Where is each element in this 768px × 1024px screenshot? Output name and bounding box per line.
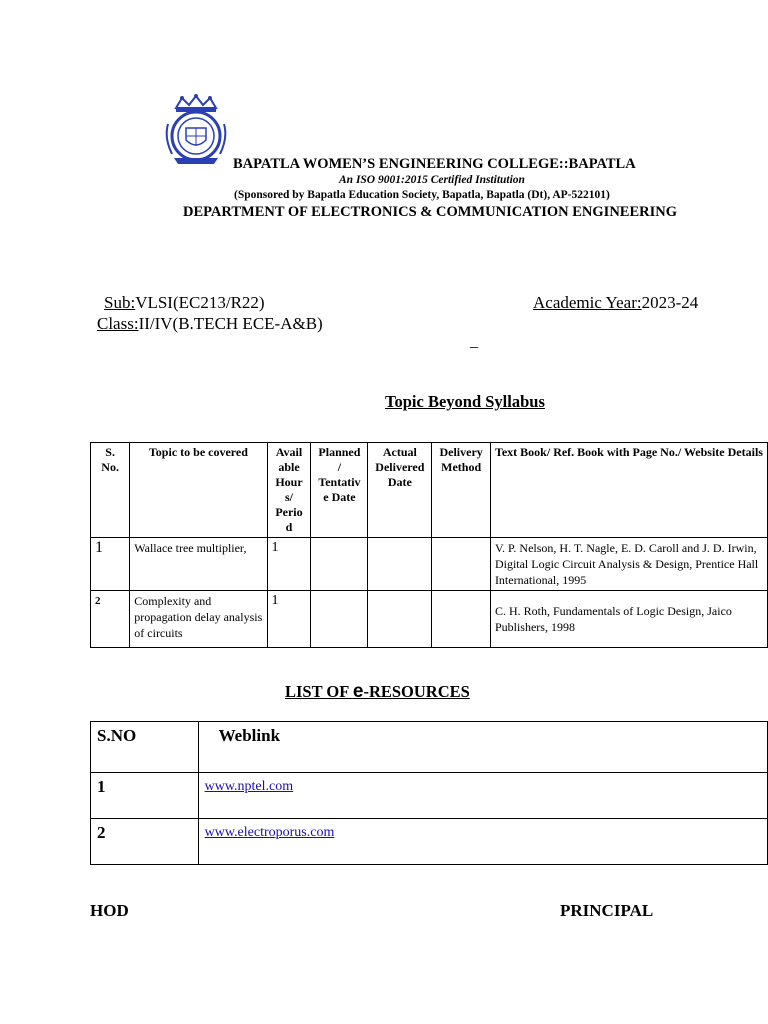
dash-mark: _ <box>470 333 478 350</box>
subject-value: VLSI(EC213/R22) <box>135 293 265 312</box>
header-hours: Avail able Hour s/ Perio d <box>267 443 311 538</box>
row-textbook: C. H. Roth, Fundamentals of Logic Design, Jaico Publishers, 1998 <box>490 591 767 648</box>
row-delivery-method <box>432 591 491 648</box>
eresources-row-sno: 2 <box>91 819 199 865</box>
table-row <box>91 591 768 648</box>
academic-year-line <box>533 293 698 313</box>
header-delivery-method: Delivery Method <box>432 443 491 538</box>
row-planned-date <box>311 538 368 591</box>
row-delivery-method <box>432 538 491 591</box>
row-hours: 1 <box>267 538 311 591</box>
hod-signature-label: HOD <box>90 901 129 920</box>
eresources-table <box>90 721 768 865</box>
topic-table <box>90 442 768 648</box>
table-row <box>91 819 768 865</box>
eresources-title-prefix: LIST OF <box>285 682 353 701</box>
eresources-title-e: e <box>352 681 364 702</box>
sponsor-line: (Sponsored by Bapatla Education Society, Bapatla, Bapatla (Dt), AP-522101) <box>234 189 610 201</box>
header-textbook: Text Book/ Ref. Book with Page No./ Website Details <box>490 443 767 538</box>
iso-certification-line: An ISO 9001:2015 Certified Institution <box>339 174 525 186</box>
class-label: Class: <box>97 314 139 333</box>
eresources-row-link-cell <box>198 819 767 865</box>
row-planned-date <box>311 591 368 648</box>
header-planned-date: Planned / Tentativ e Date <box>311 443 368 538</box>
row-topic: Wallace tree multiplier, <box>130 538 267 591</box>
topic-table-header-row <box>91 443 768 538</box>
college-crest-icon <box>162 94 230 168</box>
topic-beyond-syllabus-title: Topic Beyond Syllabus <box>385 392 545 411</box>
table-row <box>91 538 768 591</box>
subject-label: Sub: <box>104 293 136 312</box>
principal-signature-label: PRINCIPAL <box>560 901 654 920</box>
academic-year-value: 2023-24 <box>641 293 699 312</box>
row-actual-date <box>368 591 432 648</box>
row-textbook: V. P. Nelson, H. T. Nagle, E. D. Caroll and J. D. Irwin, Digital Logic Circuit Analysis & Design, Prentice Hall International, 1995 <box>490 538 767 591</box>
college-name: BAPATLA WOMEN’S ENGINEERING COLLEGE::BAPATLA <box>233 156 636 172</box>
header-topic: Topic to be covered <box>130 443 267 538</box>
row-actual-date <box>368 538 432 591</box>
electroporus-link[interactable]: www.electroporus.com <box>204 825 335 840</box>
eresources-title <box>285 681 470 703</box>
row-topic: Complexity and propagation delay analysis of circuits <box>130 591 267 648</box>
row-hours: 1 <box>267 591 311 648</box>
class-value: II/IV(B.TECH ECE-A&B) <box>138 314 323 333</box>
eresources-header-sno: S.NO <box>91 722 199 773</box>
academic-year-label: Academic Year: <box>533 293 642 312</box>
eresources-header-row <box>91 722 768 773</box>
eresources-row-sno: 1 <box>91 773 199 819</box>
department-name: DEPARTMENT OF ELECTRONICS & COMMUNICATION ENGINEERING <box>183 204 678 220</box>
class-line <box>97 314 323 334</box>
header-actual-date: Actual Delivered Date <box>368 443 432 538</box>
nptel-link[interactable]: www.nptel.com <box>204 779 294 794</box>
row-sno: 1 <box>91 538 130 591</box>
eresources-title-suffix: -RESOURCES <box>363 682 470 701</box>
row-sno: 2 <box>91 591 130 648</box>
table-row <box>91 773 768 819</box>
eresources-row-link-cell <box>198 773 767 819</box>
eresources-header-weblink: Weblink <box>198 722 767 773</box>
header-sno: S. No. <box>91 443 130 538</box>
subject-line <box>104 293 265 313</box>
